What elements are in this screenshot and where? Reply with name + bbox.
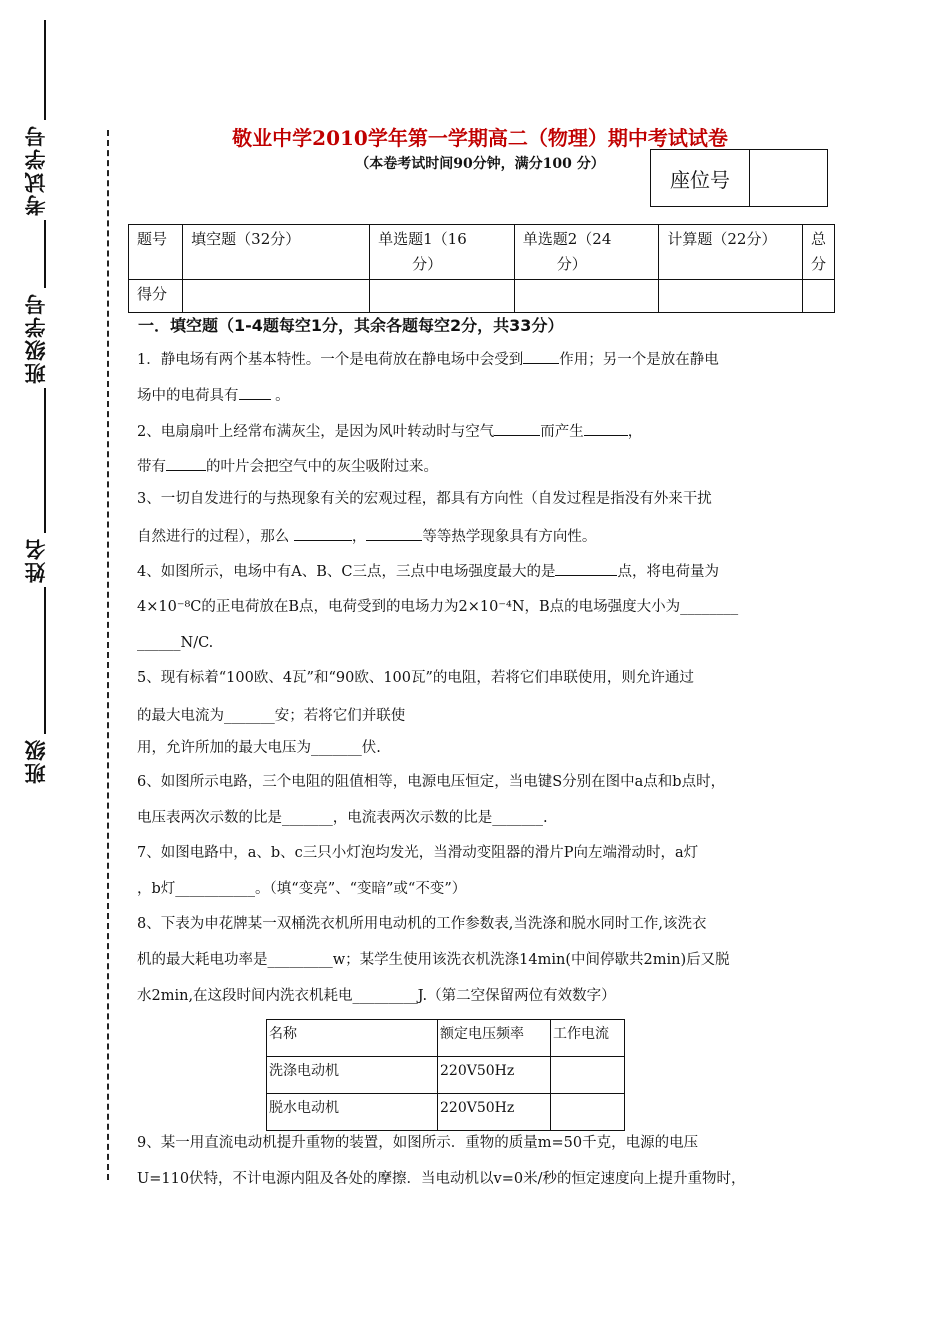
question-3-line-1: 3、一切自发进行的与热现象有关的宏观过程，都具有方向性（自发过程是指没有外来干扰 [137,491,712,507]
cut-dashed-line [107,130,109,1180]
seat-number-box [650,149,828,207]
answer-blank[interactable] [294,525,352,541]
score-cell[interactable] [514,280,659,313]
question-7-line-2: ，b灯___________。（填“变亮”、“变暗”或“不变”） [137,881,467,897]
seat-number-label: 座位号 [651,150,750,206]
score-row-label: 得分 [129,280,183,313]
question-8-line-1: 8、下表为申花牌某一双桶洗衣机所用电动机的工作参数表,当洗涤和脱水同时工作,该洗衣 [137,916,707,932]
class-label: 班级 [14,734,58,788]
question-4-line-2: 4×10⁻⁸C的正电荷放在B点，电荷受到的电场力为2×10⁻⁴N，B点的电场强度大小为________ [137,599,739,615]
score-col-label: 题号 [129,225,183,280]
exam-id-label: 考试学号 [14,120,58,220]
question-5-line-1: 5、现有标着“100欧、4瓦”和“90欧、100瓦”的电阻，若将它们串联使用，则允许通过 [137,670,694,686]
motor-parameter-table [266,1019,625,1131]
question-5-line-3: 用，允许所加的最大电压为_______伏. [137,740,381,756]
question-1-line-2: 场中的电荷具有 。 [137,384,290,406]
question-2-line-1: 2、电扇扇叶上经常布满灰尘，是因为风叶转动时与空气 而产生 ， [137,420,642,442]
score-cell[interactable] [659,280,803,313]
score-cell[interactable] [370,280,515,313]
question-2-line-2: 带有 的叶片会把空气中的灰尘吸附过来。 [137,455,438,477]
section-heading: 一．填空题（1-4题每空1分，其余各题每空2分，共33分） [138,316,564,335]
question-5-line-2: 的最大电流为_______安；若将它们并联使 [137,708,406,724]
score-col-fill: 填空题（32分） [183,225,370,280]
question-8-line-3: 水2min,在这段时间内洗衣机耗电_________J.（第二空保留两位有效数字） [137,988,616,1004]
exam-title: 敬业中学2010学年第一学期高二（物理）期中考试试卷 [232,126,728,150]
score-col-total: 总分 [802,225,834,280]
name-label: 姓名 [14,533,58,587]
seat-number-field[interactable] [750,150,827,206]
score-col-calc: 计算题（22分） [659,225,803,280]
answer-blank[interactable] [494,420,540,436]
motor-header-voltage: 额定电压频率 [438,1020,551,1057]
question-1-line-1: 1．静电场有两个基本特性。一个是电荷放在静电场中会受到 作用；另一个是放在静电 [137,348,719,370]
score-table [128,224,835,313]
question-8-line-2: 机的最大耗电功率是_________w；某学生使用该洗衣机洗涤14min(中间停歇共2min)后又脱 [137,952,730,968]
question-9-line-1: 9、某一用直流电动机提升重物的装置，如图所示．重物的质量m=50千克，电源的电压 [137,1135,699,1151]
answer-blank[interactable] [584,420,628,436]
motor-row-name: 洗涤电动机 [267,1057,438,1094]
answer-blank[interactable] [523,348,559,364]
question-6-line-2: 电压表两次示数的比是_______，电流表两次示数的比是_______. [137,810,548,826]
motor-header-name: 名称 [267,1020,438,1057]
exam-subtitle: （本卷考试时间90分钟，满分100 分） [355,156,605,172]
score-cell[interactable] [183,280,370,313]
question-7-line-1: 7、如图电路中，a、b、c三只小灯泡均发光，当滑动变阻器的滑片P向左端滑动时，a灯 [137,845,699,861]
answer-blank[interactable] [366,525,422,541]
question-3-line-2: 自然进行的过程），那么 ， 等等热学现象具有方向性。 [137,525,596,547]
question-4-line-1: 4、如图所示，电场中有A、B、C三点，三点中电场强度最大的是 点，将电荷量为 [137,560,719,582]
score-col-mc1: 单选题1（16 分） [370,225,515,280]
question-4-line-3: ______N/C. [137,635,214,651]
motor-row-name: 脱水电动机 [267,1094,438,1131]
class-id-label: 班级学号 [14,288,58,388]
score-col-mc2: 单选题2（24 分） [514,225,659,280]
motor-row-current [551,1094,625,1131]
answer-blank[interactable] [239,384,271,400]
motor-row-voltage: 220V50Hz [438,1094,551,1131]
answer-blank[interactable] [166,455,206,471]
question-9-line-2: U=110伏特，不计电源内阻及各处的摩擦．当电动机以v=0米/秒的恒定速度向上提升重物时， [137,1171,746,1187]
motor-header-current: 工作电流 [551,1020,625,1057]
answer-blank[interactable] [555,560,617,576]
motor-row-voltage: 220V50Hz [438,1057,551,1094]
question-6-line-1: 6、如图所示电路，三个电阻的阻值相等，电源电压恒定，当电键S分别在图中a点和b点时， [137,774,726,790]
score-cell[interactable] [802,280,834,313]
motor-row-current [551,1057,625,1094]
